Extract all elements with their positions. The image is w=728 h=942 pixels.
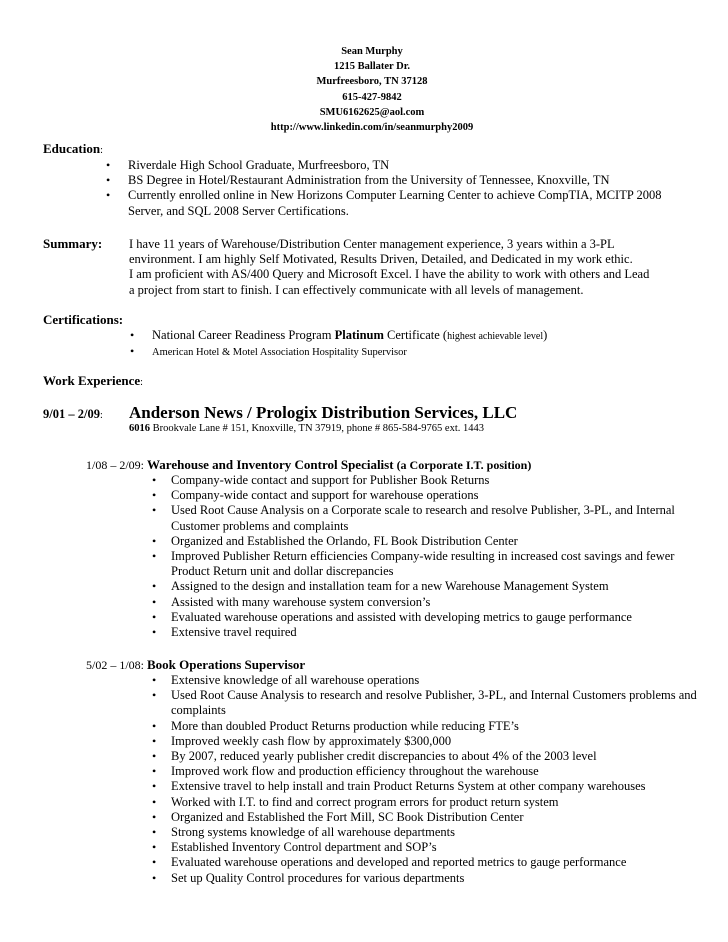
list-item <box>152 855 712 870</box>
list-item <box>152 749 712 764</box>
work-experience-heading <box>43 373 143 389</box>
bullet-icon: • <box>152 533 157 548</box>
list-item-text: Strong systems knowledge of all warehouse departments <box>171 825 455 840</box>
list-item-text: Company-wide contact and support for Publisher Book Returns <box>171 473 490 487</box>
cert-text: National Career Readiness Program <box>152 328 335 342</box>
list-item <box>106 188 686 218</box>
list-item-text: Used Root Cause Analysis on a Corporate scale to research and resolve Publisher, 3-PL, and Internal Customer problems and complaints <box>171 503 675 533</box>
role1-duties <box>152 473 712 640</box>
bullet-icon: • <box>152 625 157 640</box>
bullet-icon: • <box>152 764 157 779</box>
address-number: 6016 <box>129 423 150 434</box>
list-item-text: Improved weekly cash flow by approximately $300,000 <box>171 733 452 748</box>
bullet-icon: • <box>130 344 135 359</box>
job-dates-text: 9/01 – 2/09 <box>43 407 100 421</box>
list-item-text: BS Degree in Hotel/Restaurant Administration from the University of Tennessee, Knoxville, TN <box>128 173 610 188</box>
bullet-icon: • <box>152 594 157 609</box>
bullet-icon: • <box>152 779 157 794</box>
cert-text: Certificate ( <box>383 328 448 342</box>
bullet-icon: • <box>152 688 157 703</box>
role-title <box>86 457 531 473</box>
bullet-icon: • <box>152 733 157 748</box>
list-item-text: Assisted with many warehouse system conversion’s <box>171 594 431 609</box>
list-item-text: Extensive travel required <box>171 625 297 640</box>
list-item-text: Extensive knowledge of all warehouse operations <box>171 673 420 687</box>
list-item <box>152 688 712 718</box>
list-item <box>106 158 686 173</box>
list-item <box>152 871 712 886</box>
job-dates <box>43 407 103 422</box>
bullet-icon: • <box>152 855 157 870</box>
role-dates: 1/08 – 2/09: <box>86 458 145 472</box>
bullet-icon: • <box>152 673 157 687</box>
company-address <box>129 423 484 434</box>
job-dates-colon: : <box>99 410 103 421</box>
education-heading <box>43 141 103 157</box>
list-item <box>152 840 712 855</box>
bullet-icon: • <box>152 579 157 594</box>
list-item <box>152 673 712 688</box>
education-label: Education <box>43 141 101 156</box>
list-item <box>152 503 712 533</box>
certifications-list <box>130 328 710 360</box>
list-item <box>152 534 712 549</box>
work-label: Work Experience <box>43 373 141 388</box>
summary-line: environment. I am highly Self Motivated, Results Driven, Detailed, and Dedicated in my work ethic. <box>129 252 633 267</box>
list-item <box>152 473 712 488</box>
company-name: Anderson News / Prologix Distribution Services, LLC <box>129 403 518 422</box>
bullet-icon: • <box>152 473 157 487</box>
email: SMU6162625@aol.com <box>319 106 425 118</box>
role-dates: 5/02 – 1/08: <box>86 658 145 672</box>
list-item <box>152 719 712 734</box>
list-item <box>152 595 712 610</box>
list-item <box>152 810 712 825</box>
list-item-text: Organized and Established the Fort Mill, SC Book Distribution Center <box>171 809 524 824</box>
list-item-text: Extensive travel to help install and train Product Returns System at other company warehouses <box>171 779 646 794</box>
list-item <box>152 579 712 594</box>
list-item-text: Riverdale High School Graduate, Murfreesboro, TN <box>128 158 390 172</box>
list-item-text: Assigned to the design and installation team for a new Warehouse Management System <box>171 579 609 594</box>
list-item <box>152 610 712 625</box>
list-item <box>130 328 710 344</box>
bullet-icon: • <box>152 825 157 840</box>
list-item <box>152 764 712 779</box>
summary-line: I am proficient with AS/400 Query and Microsoft Excel. I have the ability to work with others and Lead <box>129 267 650 282</box>
list-item <box>152 825 712 840</box>
list-item-text: Improved Publisher Return efficiencies Company-wide resulting in increased cost savings and fewer Product Return unit and dollar discrepancies <box>171 549 675 579</box>
list-item <box>152 488 712 503</box>
list-item-text: Evaluated warehouse operations and developed and reported metrics to gauge performance <box>171 855 627 870</box>
bullet-icon: • <box>152 609 157 624</box>
cert-text: American Hotel & Motel Association Hospitality Supervisor <box>152 347 407 359</box>
bullet-icon: • <box>152 794 157 809</box>
bullet-icon: • <box>152 549 157 564</box>
bullet-icon: • <box>106 188 111 203</box>
linkedin-url: http://www.linkedin.com/in/seanmurphy2009 <box>270 122 474 134</box>
bullet-icon: • <box>106 158 111 172</box>
contact-header <box>214 44 530 135</box>
list-item <box>152 625 712 640</box>
bullet-icon: • <box>152 503 157 518</box>
bullet-icon: • <box>106 173 111 188</box>
list-item-text: Used Root Cause Analysis to research and resolve Publisher, 3-PL, and Internal Customers problems and complaints <box>171 688 697 718</box>
role-name: Warehouse and Inventory Control Specialist <box>147 457 394 472</box>
cert-level: Platinum <box>334 328 384 342</box>
role2-duties <box>152 673 712 886</box>
bullet-icon: • <box>152 840 157 855</box>
role-name: Book Operations Supervisor <box>147 657 306 672</box>
certifications-heading: Certifications: <box>43 312 124 327</box>
bullet-icon: • <box>130 328 135 342</box>
bullet-icon: • <box>152 718 157 733</box>
summary-line: I have 11 years of Warehouse/Distribution Center management experience, 3 years within a 3-PL <box>129 237 615 251</box>
list-item-text: Worked with I.T. to find and correct program errors for product return system <box>171 794 559 809</box>
list-item <box>130 344 710 360</box>
bullet-icon: • <box>152 870 157 885</box>
list-item-text: Currently enrolled online in New Horizons Computer Learning Center to achieve CompTIA, MCITP 2008 Server, and SQL 2008 Server Certifications. <box>128 188 662 218</box>
list-item <box>152 549 712 579</box>
list-item-text: Established Inventory Control department and SOP’s <box>171 840 437 855</box>
list-item-text: Company-wide contact and support for warehouse operations <box>171 488 479 503</box>
role-subtitle: (a Corporate I.T. position) <box>396 458 532 472</box>
list-item <box>152 734 712 749</box>
education-colon: : <box>100 145 103 156</box>
summary-text <box>129 237 719 298</box>
city-state-zip: Murfreesboro, TN 37128 <box>316 76 428 88</box>
list-item-text: Evaluated warehouse operations and assisted with developing metrics to gauge performance <box>171 609 632 624</box>
bullet-icon: • <box>152 488 157 503</box>
address-rest: Brookvale Lane # 151, Knoxville, TN 37919, phone # 865-584-9765 ext. 1443 <box>150 423 485 434</box>
bullet-icon: • <box>152 749 157 764</box>
list-item-text: More than doubled Product Returns production while reducing FTE’s <box>171 718 519 733</box>
summary-line: a project from start to finish. I can effectively communicate with all levels of management. <box>129 282 584 297</box>
list-item-text: Organized and Established the Orlando, FL Book Distribution Center <box>171 533 518 548</box>
role-title <box>86 657 305 673</box>
list-item <box>106 173 686 188</box>
cert-note: highest achievable level <box>447 331 544 342</box>
summary-heading: Summary: <box>43 236 103 251</box>
phone: 615-427-9842 <box>342 91 402 103</box>
list-item-text: Improved work flow and production efficiency throughout the warehouse <box>171 764 539 779</box>
list-item <box>152 795 712 810</box>
bullet-icon: • <box>152 809 157 824</box>
list-item-text: By 2007, reduced yearly publisher credit discrepancies to about 4% of the 2003 level <box>171 749 597 764</box>
list-item-text: Set up Quality Control procedures for various departments <box>171 870 465 885</box>
street-address: 1215 Ballater Dr. <box>333 61 411 73</box>
work-colon: : <box>140 377 143 388</box>
cert-text: ) <box>543 328 548 342</box>
list-item <box>152 779 712 794</box>
name: Sean Murphy <box>341 46 403 57</box>
education-list <box>106 158 686 219</box>
